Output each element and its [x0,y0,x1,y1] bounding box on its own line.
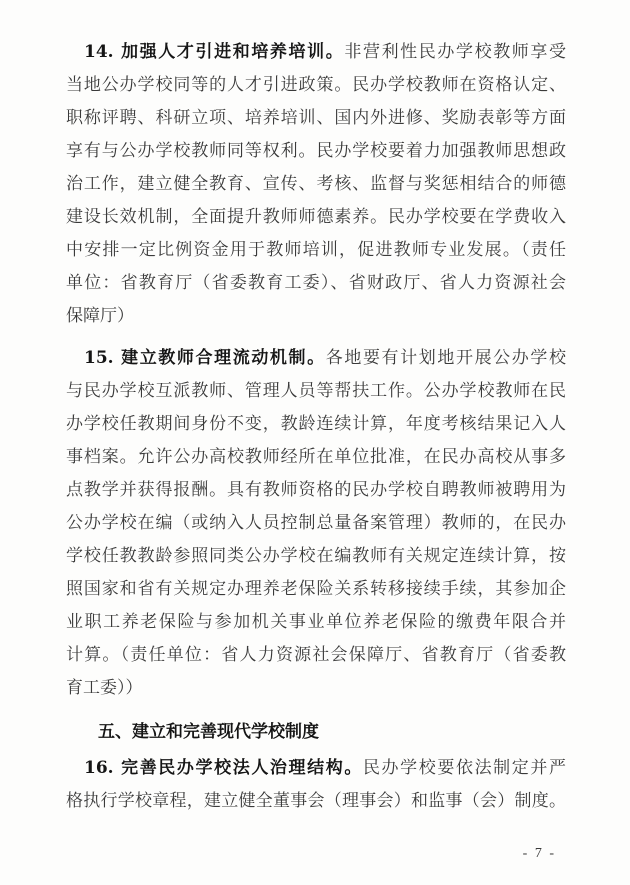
section-heading: 五、建立和完善现代学校制度 [98,722,319,741]
text-line: 治工作，建立健全教育、宣传、考核、监督与奖惩相结合的师德 [66,174,566,194]
paragraph-16 [66,752,566,818]
page-number: - 7 - [522,846,556,861]
text-line: 点教学并获得报酬。具有教师资格的民办学校自聘教师被聘用为 [66,480,566,500]
paragraph-14-first-rest: 非营利性民办学校教师享受 [344,42,566,62]
text-line: 育工委）） [66,678,143,698]
text-line [66,752,566,785]
text-line: 事档案。允许公办高校教师经所在单位批准，在民办高校从事多 [66,447,566,467]
text-line [66,342,566,375]
text-line [66,36,566,69]
paragraph-15 [66,342,566,705]
text-line: 公办学校在编（或纳入人员控制总量备案管理）教师的，在民办 [66,513,566,533]
paragraph-16-lead: 16. 完善民办学校法人治理结构。 [84,758,363,778]
paragraph-15-first-rest: 各地要有计划地开展公办学校 [325,348,566,368]
text-line: 职称评聘、科研立项、培养培训、国内外进修、奖励表彰等方面 [66,108,566,128]
text-line: 格执行学校章程，建立健全董事会（理事会）和监事（会）制度。 [66,791,566,811]
text-line: 业职工养老保险与参加机关事业单位养老保险的缴费年限合并 [66,612,566,632]
document-content [66,36,566,818]
text-line: 与民办学校互派教师、管理人员等帮扶工作。公办学校教师在民 [66,381,566,401]
text-line: 办学校任教期间身份不变，教龄连续计算，年度考核结果记入人 [66,414,566,434]
text-line: 照国家和省有关规定办理养老保险关系转移接续手续，其参加企 [66,579,566,599]
paragraph-14 [66,36,566,333]
paragraph-14-lead: 14. 加强人才引进和培养培训。 [84,42,345,62]
text-line: 中安排一定比例资金用于教师培训，促进教师专业发展。（责任 [66,240,566,260]
paragraph-15-lead: 15. 建立教师合理流动机制。 [84,348,326,368]
text-line: 享有与公办学校教师同等权利。民办学校要着力加强教师思想政 [66,141,566,161]
text-line: 建设长效机制，全面提升教师师德素养。民办学校要在学费收入 [66,207,566,227]
text-line: 当地公办学校同等的人才引进政策。民办学校教师在资格认定、 [66,75,566,95]
text-line: 单位：省教育厅（省委教育工委）、省财政厅、省人力资源社会 [66,273,566,293]
text-line: 学校任教教龄参照同类公办学校在编教师有关规定连续计算，按 [66,546,566,566]
text-line: 保障厅） [66,306,134,326]
paragraph-16-first-rest: 民办学校要依法制定并严 [362,758,566,778]
text-line: 计算。（责任单位：省人力资源社会保障厅、省教育厅（省委教 [66,645,566,665]
